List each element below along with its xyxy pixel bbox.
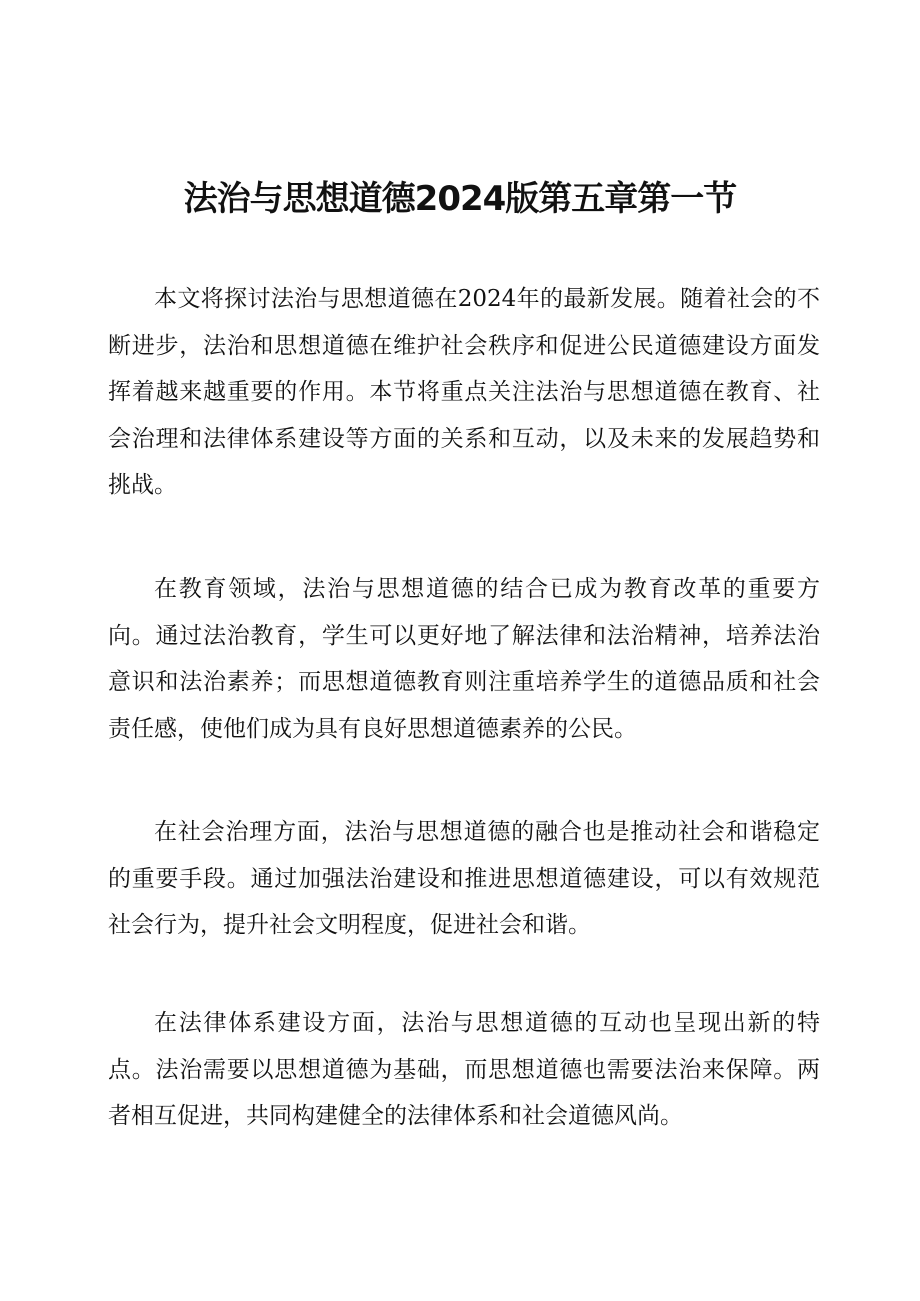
paragraph-legal-system: 在法律体系建设方面，法治与思想道德的互动也呈现出新的特点。法治需要以思想道德为基础，而思想道德也需要法治来保障。两者相互促进，共同构建健全的法律体系和社会道德风尚。	[108, 1010, 820, 1129]
paragraph-education: 在教育领域，法治与思想道德的结合已成为教育改革的重要方向。通过法治教育，学生可以更好地了解法律和法治精神，培养法治意识和法治素养；而思想道德教育则注重培养学生的道德品质和社会责任感，使他们成为具有良好思想道德素养的公民。	[108, 576, 820, 742]
document-title: 法治与思想道德2024版第五章第一节	[183, 179, 737, 219]
paragraph-social-governance: 在社会治理方面，法治与思想道德的融合也是推动社会和谐稳定的重要手段。通过加强法治建设和推进思想道德建设，可以有效规范社会行为，提升社会文明程度，促进社会和谐。	[108, 819, 820, 938]
paragraph-intro: 本文将探讨法治与思想道德在2024年的最新发展。随着社会的不断进步，法治和思想道德在维护社会秩序和促进公民道德建设方面发挥着越来越重要的作用。本节将重点关注法治与思想道德在教育、社会治理和法律体系建设等方面的关系和互动，以及未来的发展趋势和挑战。	[108, 286, 820, 498]
